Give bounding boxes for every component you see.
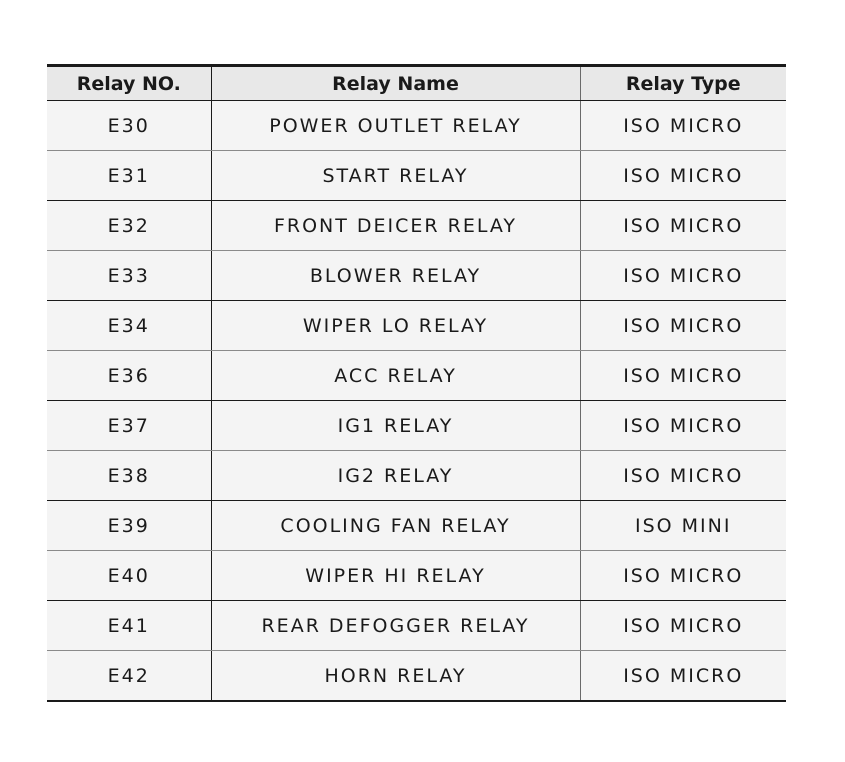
relay-type-cell: ISO MINI — [580, 501, 786, 551]
relay-type-cell: ISO MICRO — [580, 201, 786, 251]
relay-no-cell: E41 — [47, 601, 211, 651]
table-row — [47, 201, 786, 251]
relay-type-cell: ISO MICRO — [580, 251, 786, 301]
relay-no-cell: E31 — [47, 151, 211, 201]
table-header — [47, 66, 786, 101]
relay-no-cell: E39 — [47, 501, 211, 551]
relay-name-cell: START RELAY — [211, 151, 580, 201]
relay-type-cell: ISO MICRO — [580, 401, 786, 451]
relay-name-cell: IG1 RELAY — [211, 401, 580, 451]
table-row — [47, 651, 786, 702]
table-row — [47, 351, 786, 401]
table-row — [47, 501, 786, 551]
relay-name-cell: IG2 RELAY — [211, 451, 580, 501]
relay-no-cell: E36 — [47, 351, 211, 401]
header-row — [47, 66, 786, 101]
relay-type-cell: ISO MICRO — [580, 651, 786, 702]
table-row — [47, 151, 786, 201]
relay-type-cell: ISO MICRO — [580, 101, 786, 151]
relay-type-cell: ISO MICRO — [580, 451, 786, 501]
relay-no-cell: E32 — [47, 201, 211, 251]
relay-type-cell: ISO MICRO — [580, 151, 786, 201]
relay-type-cell: ISO MICRO — [580, 601, 786, 651]
relay-name-cell: WIPER LO RELAY — [211, 301, 580, 351]
table-row — [47, 101, 786, 151]
relay-type-cell: ISO MICRO — [580, 551, 786, 601]
header-relay-type: Relay Type — [580, 66, 786, 101]
relay-name-cell: WIPER HI RELAY — [211, 551, 580, 601]
relay-name-cell: REAR DEFOGGER RELAY — [211, 601, 580, 651]
relay-name-cell: HORN RELAY — [211, 651, 580, 702]
header-relay-name: Relay Name — [211, 66, 580, 101]
table-row — [47, 451, 786, 501]
relay-table — [47, 64, 786, 702]
relay-no-cell: E42 — [47, 651, 211, 702]
table-row — [47, 551, 786, 601]
relay-no-cell: E33 — [47, 251, 211, 301]
relay-type-cell: ISO MICRO — [580, 301, 786, 351]
relay-no-cell: E40 — [47, 551, 211, 601]
relay-no-cell: E30 — [47, 101, 211, 151]
header-relay-no: Relay NO. — [47, 66, 211, 101]
relay-no-cell: E38 — [47, 451, 211, 501]
relay-name-cell: BLOWER RELAY — [211, 251, 580, 301]
table-row — [47, 301, 786, 351]
relay-name-cell: FRONT DEICER RELAY — [211, 201, 580, 251]
relay-name-cell: ACC RELAY — [211, 351, 580, 401]
relay-no-cell: E37 — [47, 401, 211, 451]
relay-name-cell: POWER OUTLET RELAY — [211, 101, 580, 151]
relay-name-cell: COOLING FAN RELAY — [211, 501, 580, 551]
table-row — [47, 601, 786, 651]
table-body — [47, 101, 786, 702]
table-row — [47, 251, 786, 301]
table-row — [47, 401, 786, 451]
relay-type-cell: ISO MICRO — [580, 351, 786, 401]
relay-no-cell: E34 — [47, 301, 211, 351]
